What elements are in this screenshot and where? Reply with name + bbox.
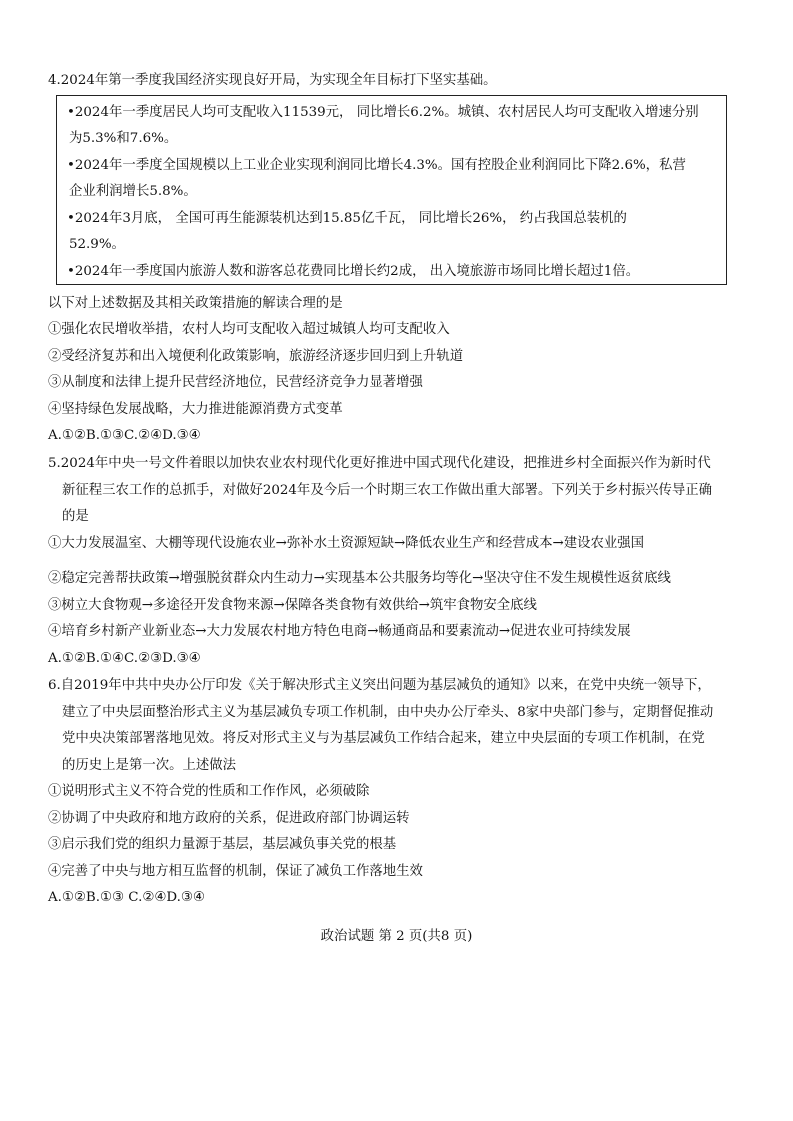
q4-box-line-7: •2024年一季度国内旅游人数和游客总花费同比增长约2成， 出入境旅游市场同比增长超过1倍。: [67, 264, 640, 279]
q4-data-box: [56, 95, 727, 285]
q5-stem-line-1: 5.2024年中央一号文件着眼以加快农业农村现代化更好推进中国式现代化建设，把推进乡村全面振兴作为新时代: [48, 456, 711, 471]
q4-box-line-2: 为5.3%和7.6%。: [69, 131, 178, 146]
q6-option-2: ②协调了中央政府和地方政府的关系，促进政府部门协调运转: [48, 811, 410, 826]
q4-option-3: ③从制度和法律上提升民营经济地位，民营经济竞争力显著增强: [48, 375, 423, 390]
q5-option-4: ④培育乡村新产业新业态→大力发展农村地方特色电商→畅通商品和要素流动→促进农业可持续发展: [48, 624, 631, 639]
q4-box-line-3: •2024年一季度全国规模以上工业企业实现利润同比增长4.3%。国有控股企业利润同比下降2.6%，私营: [67, 158, 686, 173]
q6-stem-line-1: 6.自2019年中共中央办公厅印发《关于解决形式主义突出问题为基层减负的通知》以来，在党中央统一领导下，: [48, 678, 711, 693]
q5-stem-line-3: 的是: [62, 509, 89, 524]
q5-choices: A.①②B.①④C.②③D.③④: [48, 651, 201, 666]
q6-stem-line-3: 党中央决策部署落地见效。将反对形式主义与为基层减负工作结合起来，建立中央层面的专项工作机制，在党: [62, 731, 705, 746]
q5-stem-line-2: 新征程三农工作的总抓手，对做好2024年及今后一个时期三农工作做出重大部署。下列关于乡村振兴传导正确: [62, 483, 713, 498]
q5-option-2: ②稳定完善帮扶政策→增强脱贫群众内生动力→实现基本公共服务均等化→坚决守住不发生规模性返贫底线: [48, 571, 671, 586]
q4-question: 以下对上述数据及其相关政策措施的解读合理的是: [48, 296, 343, 311]
q5-option-3: ③树立大食物观→多途径开发食物来源→保障各类食物有效供给→筑牢食物安全底线: [48, 598, 537, 613]
q4-stem: 4.2024年第一季度我国经济实现良好开局，为实现全年目标打下坚实基础。: [48, 73, 497, 88]
q6-choices: A.①②B.①③ C.②④D.③④: [48, 890, 205, 905]
q6-option-3: ③启示我们党的组织力量源于基层，基层减负事关党的根基: [48, 837, 397, 852]
q4-option-2: ②受经济复苏和出入境便利化政策影响，旅游经济逐步回归到上升轨道: [48, 349, 464, 364]
q6-option-1: ①说明形式主义不符合党的性质和工作作风，必须破除: [48, 784, 370, 799]
q4-box-line-5: •2024年3月底， 全国可再生能源装机达到15.85亿千瓦， 同比增长26%， 约占我国总装机的: [67, 211, 627, 226]
q4-box-line-1: •2024年一季度居民人均可支配收入11539元， 同比增长6.2%。城镇、农村居民人均可支配收入增速分别: [67, 105, 699, 120]
q4-box-line-6: 52.9%。: [69, 237, 125, 252]
q4-box-line-4: 企业利润增长5.8%。: [69, 184, 197, 199]
q6-stem-line-2: 建立了中央层面整治形式主义为基层减负专项工作机制，由中央办公厅牵头、8家中央部门参与，定期督促推动: [62, 705, 714, 720]
q4-option-1: ①强化农民增收举措，农村人均可支配收入超过城镇人均可支配收入: [48, 322, 450, 337]
q6-stem-line-4: 的历史上是第一次。上述做法: [62, 758, 237, 773]
q4-option-4: ④坚持绿色发展战略，大力推进能源消费方式变革: [48, 402, 343, 417]
q4-choices: A.①②B.①③C.②④D.③④: [48, 428, 201, 443]
q6-option-4: ④完善了中央与地方相互监督的机制，保证了减负工作落地生效: [48, 864, 423, 879]
q5-option-1: ①大力发展温室、大棚等现代设施农业→弥补水土资源短缺→降低农业生产和经营成本→建设农业强国: [48, 536, 645, 551]
page-footer: 政治试题 第 2 页(共8 页): [320, 929, 473, 944]
